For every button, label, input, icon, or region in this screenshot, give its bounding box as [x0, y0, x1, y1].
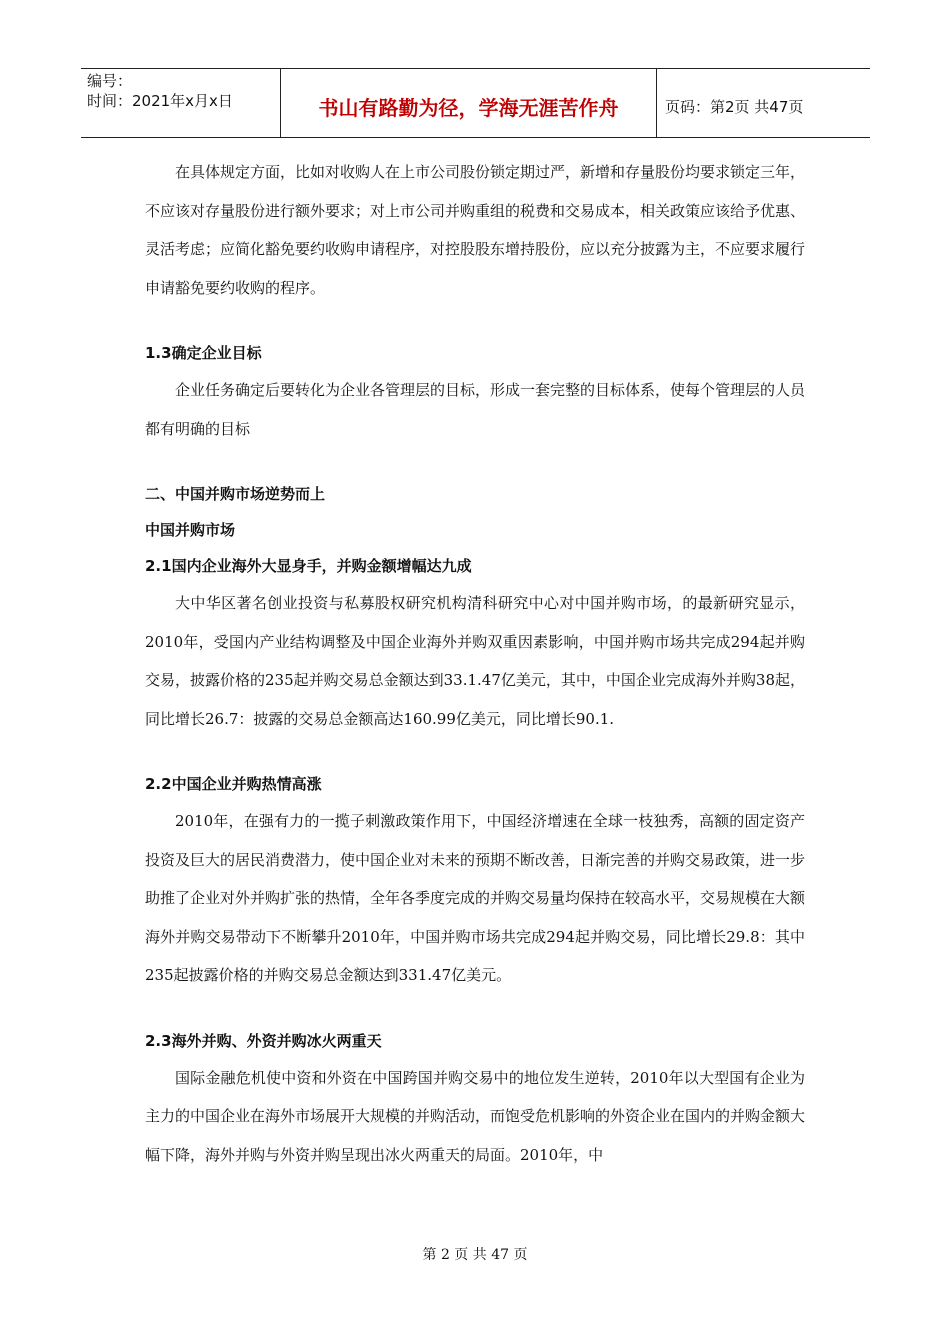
- number-label: 编号：: [87, 72, 133, 90]
- paragraph: 国际金融危机使中资和外资在中国跨国并购交易中的地位发生逆转，2010年以大型国有企业为主力的中国企业在海外市场展开大规模的并购活动，而饱受危机影响的外资企业在国内的并购金额大幅下降，海外并购与外资并购呈现出冰火两重天的局面。2010年，中: [145, 1068, 806, 1164]
- header-motto: 书山有路勤为径，学海无涯苦作舟: [281, 69, 657, 137]
- section-heading: 2.2中国企业并购热情高涨: [145, 775, 322, 793]
- paragraph: 企业任务确定后要转化为企业各管理层的目标，形成一套完整的目标体系，使每个管理层的人员都有明确的目标: [145, 381, 806, 438]
- paragraph: 大中华区著名创业投资与私募股权研究机构清科研究中心对中国并购市场，的最新研究显示，2010年，受国内产业结构调整及中国企业海外并购双重因素影响，中国并购市场共完成294起并购交易，披露价格的235起并购交易总金额达到33.1.47亿美元，其中，中国企业完成海外并购38起，同比增长26.7：披露的交易总金额高达160.99亿美元，同比增长90.1.: [145, 594, 805, 728]
- section-heading: 1.3确定企业目标: [145, 344, 262, 362]
- section-heading: 2.1国内企业海外大显身手，并购金额增幅达九成: [145, 557, 472, 575]
- header-page-info: 页码：第2页 共47页: [665, 97, 804, 116]
- page-footer: 第 2 页 共 47 页: [422, 1247, 528, 1263]
- time-label: 时间：2021年x月x日: [87, 92, 233, 110]
- paragraph: 在具体规定方面，比如对收购人在上市公司股份锁定期过严，新增和存量股份均要求锁定三年，不应该对存量股份进行额外要求；对上市公司并购重组的税费和交易成本，相关政策应该给予优惠、灵活考虑；应简化豁免要约收购申请程序，对控股股东增持股份，应以充分披露为主，不应要求履行申请豁免要约收购的程序。: [145, 163, 806, 297]
- chapter-heading: 二、中国并购市场逆势而上: [145, 485, 326, 503]
- page-header: [81, 68, 870, 138]
- document-body: [145, 153, 805, 1174]
- subheading: 中国并购市场: [145, 521, 236, 539]
- paragraph: 2010年，在强有力的一揽子刺激政策作用下，中国经济增速在全球一枝独秀，高额的固定资产投资及巨大的居民消费潜力，使中国企业对未来的预期不断改善，日渐完善的并购交易政策，进一步助推了企业对外并购扩张的热情，全年各季度完成的并购交易量均保持在较高水平，交易规模在大额海外并购交易带动下不断攀升2010年，中国并购市场共完成294起并购交易，同比增长29.8：其中235起披露价格的并购交易总金额达到331.47亿美元。: [145, 812, 806, 984]
- header-meta: [81, 69, 281, 137]
- section-heading: 2.3海外并购、外资并购冰火两重天: [145, 1031, 382, 1050]
